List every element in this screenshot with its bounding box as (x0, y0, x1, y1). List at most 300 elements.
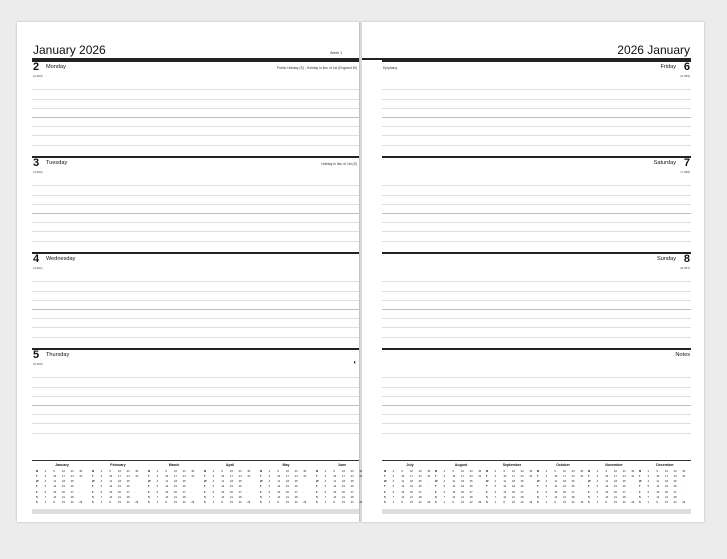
day-entry[interactable] (32, 348, 359, 438)
month-name: July (406, 463, 414, 467)
calendar-day: 1 (324, 500, 327, 504)
calendar-day: 9 (109, 470, 111, 473)
mini-month-calendar (202, 463, 258, 513)
calendar-day: 16 (118, 470, 121, 473)
calendar-day: 14 (109, 495, 113, 499)
calendar-day: 19 (118, 485, 121, 489)
calendar-day: 9 (53, 470, 55, 473)
mini-month-calendar (382, 463, 438, 513)
calendar-day: 28 (469, 495, 473, 499)
calendar-day: 21 (174, 495, 177, 499)
day-of-year: (7-358) (680, 170, 690, 174)
calendar-day: 31 (135, 475, 139, 479)
weekday-initial: S (316, 495, 318, 499)
calendar-day: 6 (100, 490, 103, 494)
calendar-day: 26 (182, 485, 186, 489)
weekday-initial: T (537, 475, 539, 479)
calendar-day: 7 (596, 495, 599, 499)
calendar-day: . (191, 480, 193, 484)
calendar-day: 15 (62, 500, 65, 504)
calendar-day: . (135, 495, 137, 499)
writing-lines[interactable] (382, 369, 691, 438)
calendar-day: . (427, 490, 429, 494)
calendar-day: 2 (212, 470, 215, 473)
calendar-day: 14 (605, 495, 609, 499)
calendar-day: 2 (596, 470, 599, 473)
calendar-day: 28 (70, 495, 74, 499)
calendar-day: 26 (673, 485, 677, 489)
day-entry[interactable] (382, 156, 691, 246)
calendar-day: 5 (596, 485, 599, 489)
calendar-day: . (79, 490, 81, 494)
weekday-initial: T (435, 485, 437, 489)
day-rule (32, 156, 359, 158)
day-name: Thursday (46, 352, 70, 358)
calendar-day: 30 (135, 470, 139, 473)
calendar-day: . (303, 490, 305, 494)
notes-label: Notes (675, 352, 690, 358)
day-rule (382, 156, 691, 158)
weekday-initial: T (486, 475, 488, 479)
calendar-day: 12 (401, 485, 405, 489)
calendar-day: 3 (212, 475, 215, 479)
calendar-day: 13 (503, 490, 507, 494)
calendar-day: 14 (53, 495, 57, 499)
calendar-day: 22 (238, 500, 242, 504)
calendar-day: 18 (62, 480, 65, 484)
weekday-initial: T (486, 485, 488, 489)
writing-lines[interactable] (382, 81, 691, 150)
calendar-day: 31 (247, 475, 251, 479)
calendar-day: 27 (182, 490, 186, 494)
calendar-day: . (580, 485, 582, 489)
day-number: 2 (33, 61, 40, 73)
calendar-day: 4 (156, 480, 159, 484)
calendar-day: 29 (359, 500, 363, 504)
calendar-day: 23 (126, 470, 130, 473)
calendar-day: 27 (622, 490, 626, 494)
month-name: October (556, 463, 570, 467)
calendar-day: . (191, 490, 193, 494)
calendar-day: 9 (656, 470, 658, 473)
calendar-day: 8 (109, 500, 111, 504)
calendar-day: . (478, 480, 480, 484)
weekday-initial: T (316, 475, 318, 479)
weekday-initial: T (36, 475, 38, 479)
weekday-initial: S (204, 500, 206, 504)
calendar-day: 3 (494, 475, 497, 479)
calendar-day: 6 (324, 490, 327, 494)
calendar-day: 25 (294, 480, 298, 484)
calendar-day: 19 (174, 485, 177, 489)
calendar-day: 13 (605, 490, 609, 494)
calendar-day: 17 (174, 475, 177, 479)
calendar-day: 22 (622, 500, 626, 504)
weekday-initial: F (36, 490, 38, 494)
calendar-day: 1 (212, 500, 215, 504)
calendar-day: 1 (156, 500, 159, 504)
calendar-day: 20 (512, 490, 515, 494)
calendar-day: 3 (268, 475, 271, 479)
writing-lines[interactable] (32, 273, 359, 342)
calendar-day: . (303, 485, 305, 489)
calendar-day: 27 (350, 490, 354, 494)
calendar-day: 10 (605, 475, 609, 479)
weekday-initial: W (435, 480, 438, 484)
calendar-day: 20 (230, 490, 233, 494)
calendar-day: 30 (631, 470, 635, 473)
calendar-day: . (79, 495, 81, 499)
calendar-day: . (191, 485, 193, 489)
calendar-day: 7 (647, 495, 650, 499)
calendar-day: 5 (392, 485, 395, 489)
day-number: 5 (33, 349, 40, 361)
calendar-day: 29 (247, 500, 251, 504)
calendar-day: 29 (135, 500, 139, 504)
day-rule (32, 60, 359, 62)
calendar-day: 23 (238, 470, 242, 473)
calendar-day: 16 (665, 470, 668, 473)
day-entry[interactable] (382, 60, 691, 150)
mini-month-calendar (146, 463, 202, 513)
day-name: Tuesday (46, 160, 68, 166)
weekday-initial: T (148, 485, 150, 489)
weekday-initial: M (204, 470, 207, 473)
calendar-day: 23 (520, 470, 524, 473)
calendar-day: 1 (443, 500, 446, 504)
calendar-day: . (682, 490, 684, 494)
calendar-day: 2 (647, 470, 650, 473)
calendar-day: 28 (350, 495, 354, 499)
calendar-day: 12 (53, 485, 57, 489)
calendar-day: . (135, 485, 137, 489)
calendar-day: 13 (656, 490, 660, 494)
weekday-initial: S (204, 495, 206, 499)
page-title: 2026 January (617, 43, 690, 57)
calendar-day: 26 (70, 485, 74, 489)
calendar-day: 9 (503, 470, 505, 473)
planner-rule (32, 460, 359, 461)
weekday-initial: S (36, 500, 38, 504)
calendar-day: 26 (350, 485, 354, 489)
calendar-day: 9 (333, 470, 335, 473)
calendar-day: 15 (614, 500, 617, 504)
mini-month-calendar (484, 463, 540, 513)
calendar-day: 24 (418, 475, 422, 479)
weekday-initial: F (316, 490, 318, 494)
weekday-initial: T (204, 485, 206, 489)
calendar-day: 17 (118, 475, 121, 479)
calendar-day: . (427, 495, 429, 499)
calendar-day: 18 (342, 480, 345, 484)
day-entry[interactable] (32, 60, 359, 150)
calendar-day: 30 (247, 470, 251, 473)
month-day-grid (260, 471, 312, 507)
calendar-day: 2 (545, 470, 548, 473)
calendar-day: 2 (494, 470, 497, 473)
calendar-day: 29 (682, 500, 686, 504)
mini-month-calendar (637, 463, 693, 513)
month-day-grid (384, 471, 436, 507)
weekday-initial: S (435, 500, 437, 504)
calendar-day: 22 (70, 500, 74, 504)
calendar-day: 8 (165, 500, 167, 504)
calendar-day: 10 (656, 475, 660, 479)
calendar-day: 17 (665, 475, 668, 479)
calendar-day: 10 (333, 475, 337, 479)
calendar-day: 11 (452, 480, 456, 484)
calendar-day: 12 (656, 485, 660, 489)
calendar-day: 4 (212, 480, 215, 484)
weekday-initial: F (260, 490, 262, 494)
calendar-day: 11 (277, 480, 281, 484)
calendar-day: 31 (427, 475, 431, 479)
calendar-day: 15 (665, 500, 668, 504)
calendar-day: 29 (478, 500, 482, 504)
calendar-day: 6 (212, 490, 215, 494)
day-name: Sunday (657, 256, 676, 262)
year-planner (382, 460, 691, 514)
calendar-day: 30 (359, 470, 363, 473)
calendar-day: 24 (520, 475, 524, 479)
calendar-day: 11 (165, 480, 169, 484)
calendar-day: 21 (665, 495, 668, 499)
calendar-day: 6 (443, 490, 446, 494)
calendar-day: 15 (410, 500, 413, 504)
calendar-day: 8 (503, 500, 505, 504)
calendar-day: 25 (238, 480, 242, 484)
weekday-initial: W (384, 480, 387, 484)
weekday-initial: F (537, 490, 539, 494)
day-number: 6 (683, 61, 690, 73)
weekday-initial: M (639, 470, 642, 473)
calendar-day: 18 (230, 480, 233, 484)
calendar-day: 26 (571, 485, 575, 489)
calendar-day: 21 (342, 495, 345, 499)
calendar-day: 19 (62, 485, 65, 489)
calendar-day: 8 (221, 500, 223, 504)
weekday-initial: W (36, 480, 39, 484)
calendar-day: 16 (461, 470, 464, 473)
calendar-day: 31 (631, 475, 635, 479)
calendar-day: . (529, 495, 531, 499)
calendar-day: 18 (174, 480, 177, 484)
calendar-day: 29 (529, 500, 533, 504)
calendar-day: 2 (100, 470, 103, 473)
calendar-day: . (631, 490, 633, 494)
calendar-day: 20 (665, 490, 668, 494)
day-name: Friday (660, 64, 676, 70)
calendar-day: 24 (126, 475, 130, 479)
calendar-day: 18 (563, 480, 566, 484)
calendar-day: 20 (174, 490, 177, 494)
weekday-initial: S (588, 500, 590, 504)
calendar-day: 10 (53, 475, 57, 479)
writing-lines[interactable] (32, 177, 359, 246)
calendar-day: 14 (333, 495, 337, 499)
calendar-day: 11 (656, 480, 660, 484)
calendar-day: 15 (118, 500, 121, 504)
weekday-initial: S (537, 500, 539, 504)
calendar-day: 17 (342, 475, 345, 479)
calendar-day: 21 (410, 495, 413, 499)
calendar-day: . (303, 495, 305, 499)
calendar-day: 31 (478, 475, 482, 479)
month-day-grid (36, 471, 88, 507)
weekday-initial: M (384, 470, 387, 473)
weekday-initial: T (435, 475, 437, 479)
calendar-day: 11 (109, 480, 113, 484)
calendar-day: 15 (563, 500, 566, 504)
calendar-day: 19 (563, 485, 566, 489)
calendar-day: 1 (494, 500, 497, 504)
weekday-initial: S (435, 495, 437, 499)
calendar-day: 6 (392, 490, 395, 494)
writing-lines[interactable] (382, 273, 691, 342)
calendar-day: 26 (294, 485, 298, 489)
weekday-initial: F (486, 490, 488, 494)
calendar-day: . (427, 485, 429, 489)
calendar-day: 21 (286, 495, 289, 499)
month-day-grid (486, 471, 538, 507)
calendar-day: 28 (673, 495, 677, 499)
calendar-day: 20 (286, 490, 289, 494)
calendar-day: 7 (156, 495, 159, 499)
day-of-year: (4-361) (33, 266, 43, 270)
calendar-day: 16 (512, 470, 515, 473)
month-name: April (225, 463, 235, 467)
writing-lines[interactable] (382, 177, 691, 246)
calendar-day: 19 (461, 485, 464, 489)
calendar-day: . (135, 480, 137, 484)
calendar-day: 30 (580, 470, 584, 473)
calendar-day: 30 (529, 470, 533, 473)
calendar-day: 13 (554, 490, 558, 494)
calendar-day: 11 (333, 480, 337, 484)
calendar-day: 25 (469, 480, 473, 484)
calendar-day: 4 (392, 480, 395, 484)
calendar-day: 11 (401, 480, 405, 484)
calendar-day: 17 (512, 475, 515, 479)
calendar-day: 28 (126, 495, 130, 499)
calendar-day: 17 (563, 475, 566, 479)
calendar-day: . (359, 485, 361, 489)
calendar-day: 24 (238, 475, 242, 479)
notes-section[interactable] (382, 348, 691, 438)
mini-month-calendar (586, 463, 642, 513)
calendar-day: 20 (563, 490, 566, 494)
calendar-day: 22 (673, 500, 677, 504)
calendar-day: 17 (230, 475, 233, 479)
calendar-day: 21 (62, 495, 65, 499)
calendar-day: . (247, 480, 249, 484)
calendar-day: 19 (665, 485, 668, 489)
month-day-grid (435, 471, 487, 507)
calendar-day: 22 (520, 500, 524, 504)
calendar-day: 26 (469, 485, 473, 489)
day-entry[interactable] (382, 252, 691, 342)
calendar-day: 3 (545, 475, 548, 479)
calendar-day: . (247, 485, 249, 489)
calendar-day: 1 (596, 500, 599, 504)
weekday-initial: W (486, 480, 489, 484)
calendar-day: 10 (165, 475, 169, 479)
calendar-day: 13 (109, 490, 113, 494)
holiday-note: Public Holiday (S) - Holiday in lieu of 1st (England W) (276, 66, 357, 70)
calendar-day: 26 (126, 485, 130, 489)
weekday-initial: S (148, 500, 150, 504)
calendar-day: 25 (571, 480, 575, 484)
calendar-day: 21 (230, 495, 233, 499)
writing-lines[interactable] (32, 369, 359, 438)
weekday-initial: F (639, 490, 641, 494)
day-name: Saturday (653, 160, 676, 166)
calendar-day: 24 (350, 475, 354, 479)
calendar-day: . (359, 495, 361, 499)
calendar-day: 28 (520, 495, 524, 499)
calendar-day: . (135, 490, 137, 494)
calendar-day: 6 (596, 490, 599, 494)
calendar-day: 14 (656, 495, 660, 499)
month-day-grid (639, 471, 691, 507)
calendar-day: 31 (191, 475, 195, 479)
calendar-day: 7 (44, 495, 47, 499)
calendar-day: 7 (324, 495, 327, 499)
month-name: February (110, 463, 126, 467)
weekday-initial: T (588, 485, 590, 489)
calendar-day: 23 (70, 470, 74, 473)
calendar-day: 13 (277, 490, 281, 494)
calendar-day: 22 (418, 500, 422, 504)
calendar-day: 5 (44, 485, 47, 489)
calendar-day: 25 (182, 480, 186, 484)
month-name: January (55, 463, 69, 467)
day-entry[interactable] (32, 252, 359, 342)
day-entry[interactable] (32, 156, 359, 246)
calendar-day: 1 (647, 500, 650, 504)
calendar-day: 9 (554, 470, 556, 473)
day-number: 4 (33, 253, 40, 265)
day-of-year: (3-362) (33, 170, 43, 174)
calendar-day: 8 (605, 500, 607, 504)
weekday-initial: T (384, 485, 386, 489)
calendar-day: 5 (545, 485, 548, 489)
calendar-day: 23 (294, 470, 298, 473)
mini-month-calendar (34, 463, 90, 513)
weekday-initial: M (588, 470, 591, 473)
month-name: December (656, 463, 674, 467)
calendar-day: 25 (673, 480, 677, 484)
writing-lines[interactable] (32, 81, 359, 150)
calendar-day: 8 (333, 500, 335, 504)
calendar-day: 11 (503, 480, 507, 484)
weekday-initial: M (435, 470, 438, 473)
notes-rule (382, 348, 691, 350)
calendar-day: 29 (79, 500, 83, 504)
weekday-initial: T (148, 475, 150, 479)
calendar-day: 10 (221, 475, 225, 479)
calendar-day: 23 (469, 470, 473, 473)
calendar-day: 31 (303, 475, 307, 479)
calendar-day: 24 (70, 475, 74, 479)
weekday-initial: S (316, 500, 318, 504)
calendar-day: 8 (401, 500, 403, 504)
calendar-day: 1 (392, 500, 395, 504)
weekday-initial: F (588, 490, 590, 494)
calendar-day: 29 (580, 500, 584, 504)
calendar-day: 30 (79, 470, 83, 473)
calendar-day: 3 (596, 475, 599, 479)
